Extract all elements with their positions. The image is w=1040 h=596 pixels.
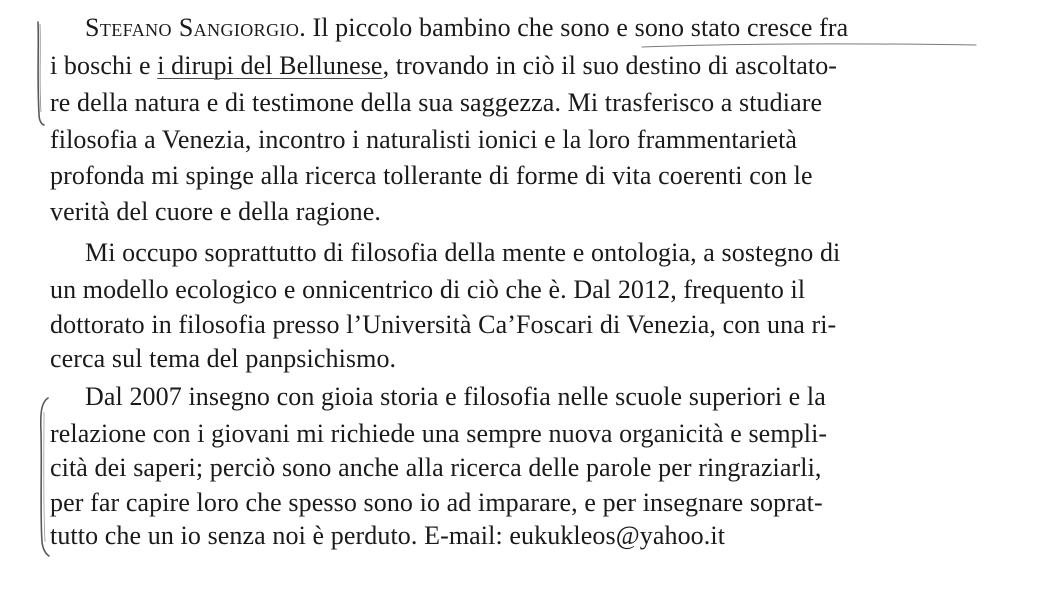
text-line	[50, 490, 823, 516]
text-line	[50, 53, 837, 79]
text-run: per far capire loro che spesso sono io ad imparare, e per insegnare soprat-	[50, 488, 823, 517]
text-run: dottorato in filosofia presso l’Università Ca’Foscari di Venezia, con una ri-	[50, 310, 837, 339]
text-run: relazione con i giovani mi richiede una sempre nuova organicità e sempli-	[50, 419, 828, 448]
text-run: i boschi e	[50, 51, 158, 80]
text-line	[50, 199, 381, 225]
text-line	[50, 127, 797, 153]
text-line	[85, 15, 848, 41]
underlined-phrase: i dirupi del Bellunese	[157, 51, 383, 80]
pencil-margin-mark-top	[30, 18, 50, 128]
text-run: filosofia a Venezia, incontro i naturalisti ionici e la loro frammentarietà	[50, 125, 798, 154]
text-run: cità dei saperi; perciò sono anche alla ricerca delle parole per ringraziarli,	[50, 453, 822, 482]
text-run: Mi occupo soprattutto di filosofia della mente e ontologia, a sostegno di	[85, 238, 841, 267]
text-line	[50, 312, 836, 338]
author-name: Stefano Sangiorgio	[85, 13, 300, 42]
text-run: Dal 2007 insegno con gioia storia e filosofia nelle scuole superiori e la	[85, 382, 826, 411]
text-line	[50, 163, 813, 189]
text-run: profonda mi spinge alla ricerca tollerante di forme di vita coerenti con le	[50, 161, 813, 190]
cut-off-text-line	[120, 586, 1020, 596]
text-run: verità del cuore e della ragione.	[50, 197, 382, 226]
text-line	[50, 455, 822, 481]
text-line	[85, 240, 840, 266]
text-line	[85, 384, 826, 410]
text-run: . Il piccolo bambino che sono e sono stato cresce fra	[299, 13, 849, 42]
text-run: un modello ecologico e onnicentrico di ciò che è. Dal 2012, frequento il	[50, 275, 806, 304]
text-run: re della natura e di testimone della sua saggezza. Mi trasferisco a studiare	[50, 88, 823, 117]
text-line	[50, 90, 822, 116]
text-line	[50, 277, 805, 303]
text-run: cerca sul tema del panpsichismo.	[50, 344, 397, 373]
text-line	[50, 346, 396, 372]
text-run: , trovando in ciò il suo destino di ascoltato-	[382, 51, 838, 80]
text-run: tutto che un io senza noi è perduto. E-mail: eukukleos@yahoo.it	[50, 521, 726, 550]
text-line	[50, 523, 725, 549]
text-line	[50, 421, 827, 447]
